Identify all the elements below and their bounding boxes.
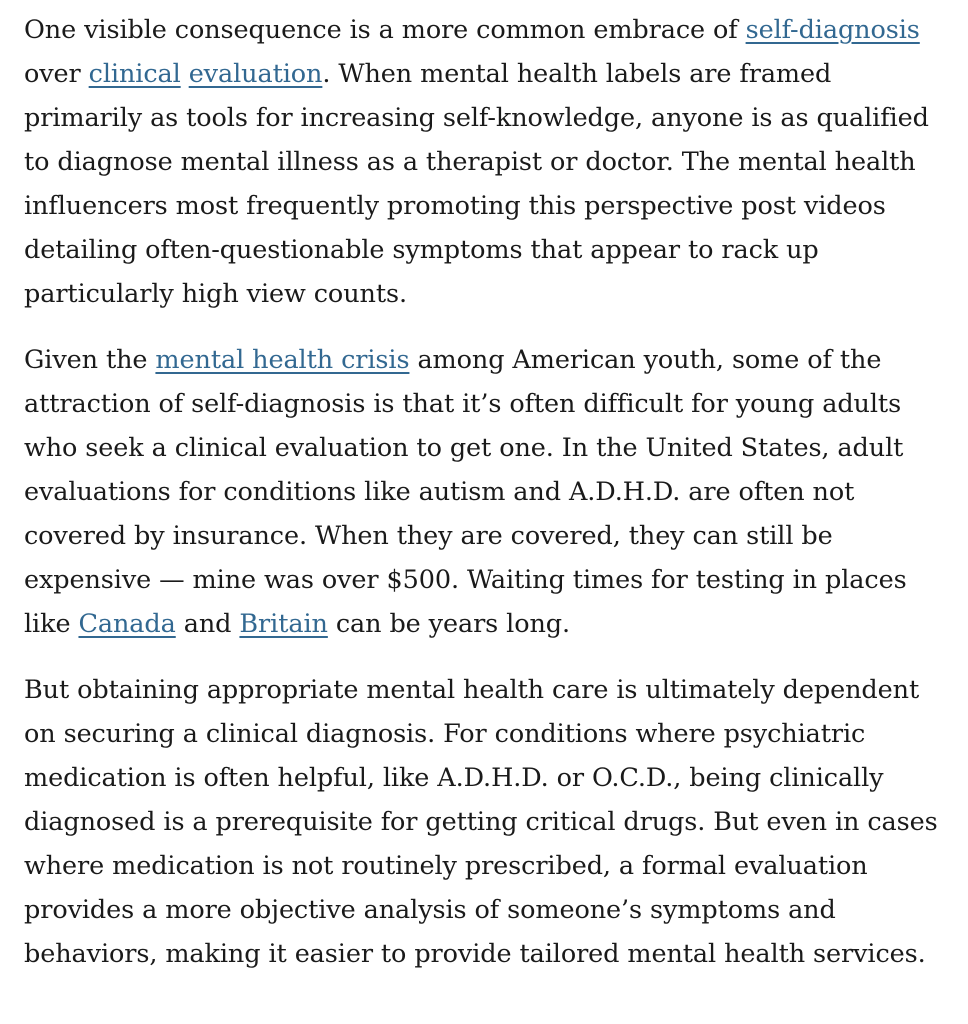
link-clinical[interactable]: clinical [88, 59, 181, 89]
paragraph-text: Given the [24, 345, 156, 375]
link-self-diagnosis[interactable]: self-diagnosis [745, 15, 920, 45]
paragraph-text: But obtaining appropriate mental health care is ultimately dependent on securing a clinical diagnosis. For conditions where psychiatric medication is often helpful, like A.D.H.D. or O.C.D., being clinically diagnosed is a prerequisite for getting critical drugs. But even in cases where medication is not routinely prescribed, a formal evaluation provides a more objective analysis of someone’s symptoms and behaviors, making it easier to provide tailored mental health services. [24, 675, 938, 969]
link-canada[interactable]: Canada [78, 609, 176, 639]
paragraph-text: among American youth, some of the attraction of self-diagnosis is that it’s often difficult for young adults who seek a clinical evaluation to get one. In the United States, adult evaluations for conditions like autism and A.D.H.D. are often not covered by insurance. When they are covered, they can still be expensive — mine was over $500. Waiting times for testing in places like [24, 345, 907, 639]
paragraph-text: . When mental health labels are framed primarily as tools for increasing self-knowledge, anyone is as qualified to diagnose mental illness as a therapist or doctor. The mental health influencers most frequently promoting this perspective post videos detailing often-questionable symptoms that appear to rack up particularly high view counts. [24, 59, 929, 309]
article-paragraph [24, 8, 944, 316]
link-evaluation[interactable]: evaluation [188, 59, 323, 89]
paragraph-text [181, 59, 189, 89]
article-paragraph [24, 338, 944, 646]
paragraph-text: and [175, 609, 240, 639]
article-paragraph [24, 668, 944, 976]
link-britain[interactable]: Britain [239, 609, 328, 639]
paragraph-text: over [24, 59, 89, 89]
link-mental-health-crisis[interactable]: mental health crisis [155, 345, 410, 375]
paragraph-text: can be years long. [327, 609, 571, 639]
article-body [24, 8, 944, 998]
paragraph-text: One visible consequence is a more common embrace of [24, 15, 746, 45]
